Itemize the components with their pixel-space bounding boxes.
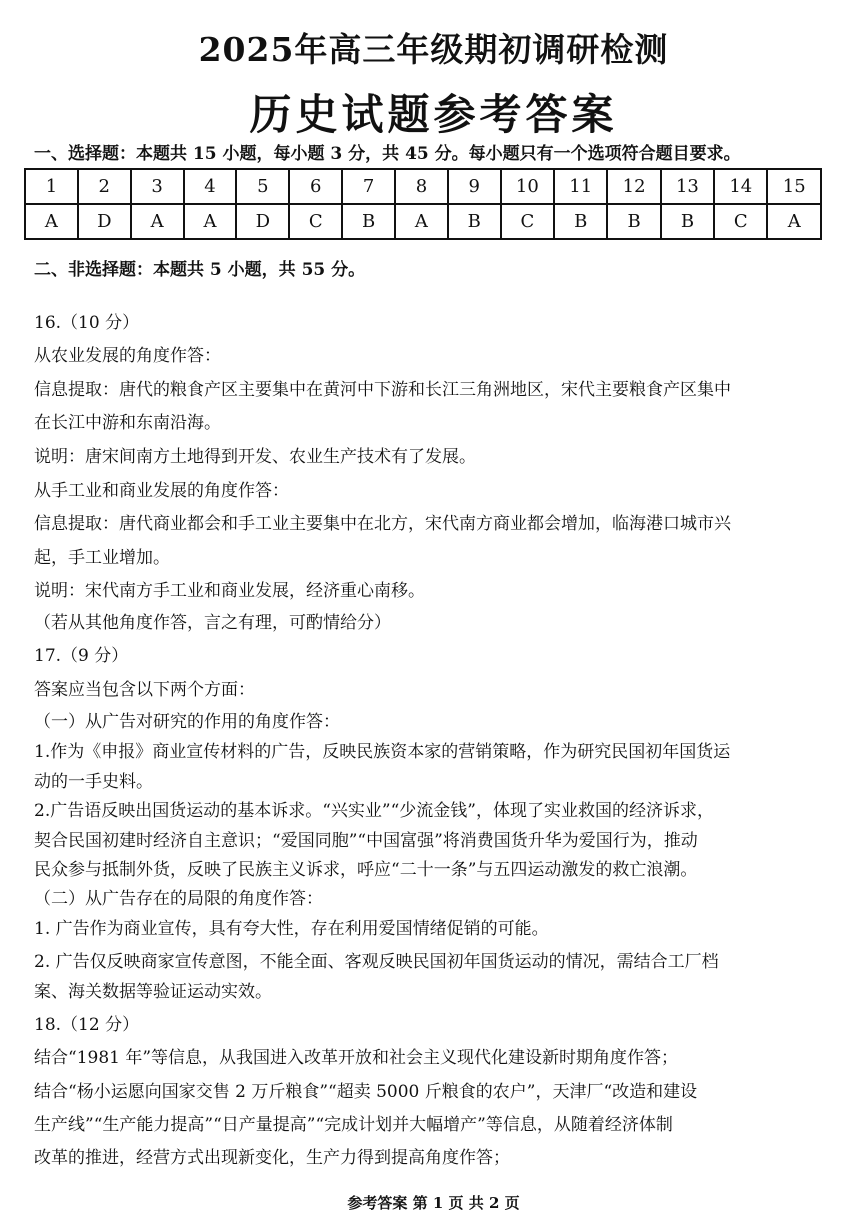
question-number: 8: [395, 169, 448, 204]
question-number: 4: [184, 169, 237, 204]
body-line: 从手工业和商业发展的角度作答：: [34, 481, 289, 501]
answer-table: [24, 168, 822, 240]
answer-cell: B: [607, 204, 660, 239]
body-line: 信息提取：唐代的粮食产区主要集中在黄河中下游和长江三角洲地区，宋代主要粮食产区集中: [34, 380, 731, 400]
answer-cell: A: [131, 204, 184, 239]
body-line: （二）从广告存在的局限的角度作答：: [34, 889, 323, 909]
question-number: 11: [554, 169, 607, 204]
question-number: 10: [501, 169, 554, 204]
body-line: 1.作为《申报》商业宣传材料的广告，反映民族资本家的营销策略，作为研究民国初年国货运: [34, 742, 731, 762]
body-line: 信息提取：唐代商业都会和手工业主要集中在北方，宋代南方商业都会增加，临海港口城市兴: [34, 514, 731, 534]
body-line: 起，手工业增加。: [34, 548, 170, 568]
question-17-heading: 17.（9 分）: [34, 646, 129, 666]
question-number: 9: [448, 169, 501, 204]
answer-cell: C: [501, 204, 554, 239]
answer-cell: C: [289, 204, 342, 239]
answer-cell: C: [714, 204, 767, 239]
body-line: 在长江中游和东南沿海。: [34, 413, 221, 433]
question-number: 14: [714, 169, 767, 204]
question-number: 2: [78, 169, 131, 204]
question-number: 5: [236, 169, 289, 204]
answer-cell: B: [342, 204, 395, 239]
question-number-row: [25, 169, 821, 204]
answer-cell: D: [236, 204, 289, 239]
answer-cell: B: [448, 204, 501, 239]
body-line: 2. 广告仅反映商家宣传意图，不能全面、客观反映民国初年国货运动的情况，需结合工厂档: [34, 952, 719, 972]
body-line: 结合“1981 年”等信息，从我国进入改革开放和社会主义现代化建设新时期角度作答；: [34, 1048, 679, 1068]
body-line: 改革的推进，经营方式出现新变化，生产力得到提高角度作答；: [34, 1148, 510, 1168]
body-line: 说明：宋代南方手工业和商业发展，经济重心南移。: [34, 581, 425, 601]
body-line: 契合民国初建时经济自主意识；“爱国同胞”“中国富强”将消费国货升华为爱国行为，推动: [34, 831, 698, 851]
page-subtitle: 历史试题参考答案: [249, 90, 618, 139]
question-number: 13: [661, 169, 714, 204]
answer-cell: B: [661, 204, 714, 239]
question-number: 7: [342, 169, 395, 204]
body-line: 2.广告语反映出国货运动的基本诉求。“兴实业”“少流金钱”，体现了实业救国的经济诉求，: [34, 801, 714, 821]
page-title: 2025年高三年级期初调研检测: [198, 30, 669, 69]
body-line: （一）从广告对研究的作用的角度作答：: [34, 712, 340, 732]
section2-heading: 二、非选择题：本题共 5 小题，共 55 分。: [34, 260, 366, 280]
section1-heading: 一、选择题：本题共 15 小题，每小题 3 分，共 45 分。每小题只有一个选项符合题目要求。: [34, 144, 741, 164]
question-number: 1: [25, 169, 78, 204]
body-line: （若从其他角度作答，言之有理，可酌情给分）: [34, 613, 391, 633]
answer-cell: D: [78, 204, 131, 239]
body-line: 民众参与抵制外货，反映了民族主义诉求，呼应“二十一条”与五四运动激发的救亡浪潮。: [34, 860, 698, 880]
body-line: 答案应当包含以下两个方面：: [34, 680, 255, 700]
question-number: 6: [289, 169, 342, 204]
body-line: 生产线”“生产能力提高”“日产量提高”“完成计划并大幅增产”等信息，从随着经济体制: [34, 1115, 673, 1135]
body-line: 结合“杨小运愿向国家交售 2 万斤粮食”“超卖 5000 斤粮食的农户”，天津厂“改造和建设: [34, 1082, 698, 1102]
answer-cell: A: [767, 204, 821, 239]
answer-cell: A: [395, 204, 448, 239]
answer-cell: A: [184, 204, 237, 239]
body-line: 1. 广告作为商业宣传，具有夸大性，存在利用爱国情绪促销的可能。: [34, 919, 549, 939]
body-line: 从农业发展的角度作答：: [34, 346, 221, 366]
question-number: 15: [767, 169, 821, 204]
question-number: 12: [607, 169, 660, 204]
answer-row: [25, 204, 821, 239]
answer-cell: B: [554, 204, 607, 239]
question-number: 3: [131, 169, 184, 204]
body-line: 动的一手史料。: [34, 772, 153, 792]
body-line: 说明：唐宋间南方土地得到开发、农业生产技术有了发展。: [34, 447, 476, 467]
answer-cell: A: [25, 204, 78, 239]
question-18-heading: 18.（12 分）: [34, 1015, 140, 1035]
body-line: 案、海关数据等验证运动实效。: [34, 982, 272, 1002]
page-footer: 参考答案 第 1 页 共 2 页: [347, 1194, 520, 1212]
question-16-heading: 16.（10 分）: [34, 313, 140, 333]
